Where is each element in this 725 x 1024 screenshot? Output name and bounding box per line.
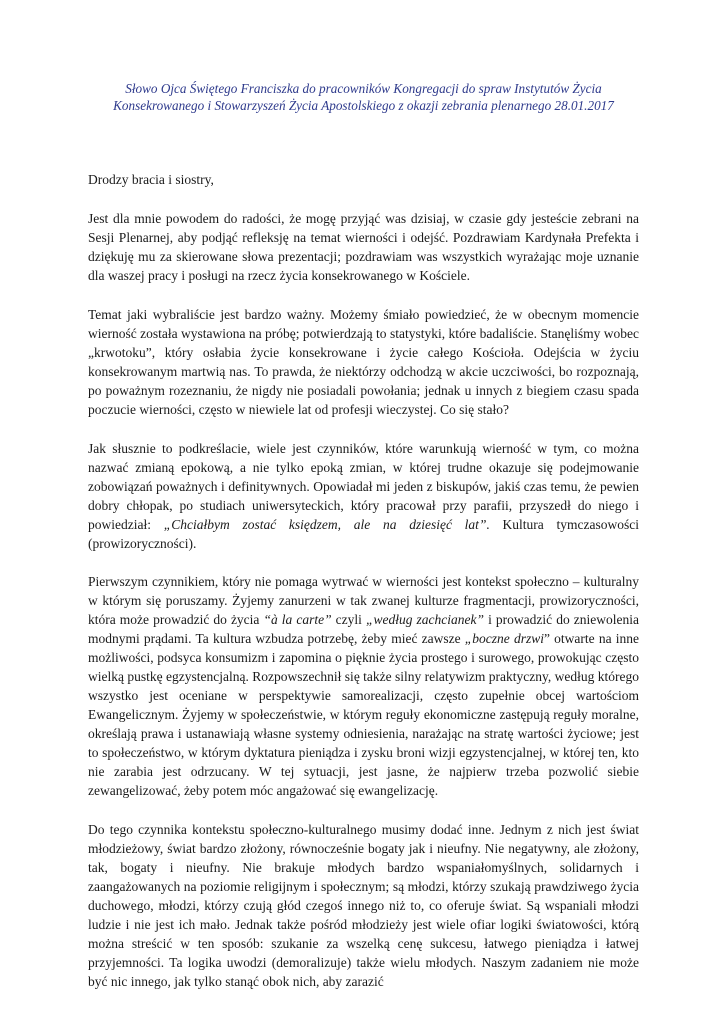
paragraph-4-text-c: i prowadzić do zniewolenia modnymi prądami. Ta kultura wzbudza potrzebę, żeby mieć zawsze	[88, 612, 639, 646]
paragraph-4-quote-wedlug-zachcianek: „według zachcianek”	[365, 612, 485, 627]
paragraph-4-quote-boczne-drzwi: „boczne drzwi	[464, 631, 544, 646]
paragraph-4-text-d: ” otwarte na inne możliwości, podsyca konsumizm i zapomina o pięknie życia prostego i surowego, prowokując często wielką pustkę egzystencjalną. Rozpowszechnił się także silny relatywizm praktyczny, według którego wszystko jest oceniane w perspektywie samorealizacji, często zupełnie obcej wartościom Ewangelicznym. Żyjemy w społeczeństwie, w którym reguły ekonomiczne zastępują reguły moralne, określają prawa i ustanawiają własne systemy odniesienia, narażając na stratę wartości życiowe; jest to społeczeństwo, w którym dyktatura pieniądza i zysku broni wizji egzystencjalnej, w której ten, kto nie zarabia jest odrzucany. W tej sytuacji, jest jasne, że najpierw trzeba pozwolić siebie zewangelizować, żeby potem móc angażować się ewangelizację.	[88, 631, 639, 798]
document-title: Słowo Ojca Świętego Franciszka do pracowników Kongregacji do spraw Instytutów Życia Konsekrowanego i Stowarzyszeń Życia Apostolskiego z okazji zebrania plenarnego 28.01.2017	[113, 81, 614, 113]
paragraph-5: Do tego czynnika kontekstu społeczno-kulturalnego musimy dodać inne. Jednym z nich jest świat młodzieżowy, świat bardzo złożony, równocześnie bogaty jak i nieufny. Nie negatywny, ale złożony, tak, bogaty i nieufny. Nie brakuje młodych bardzo wspaniałomyślnych, solidarnych i zaangażowanych na poziomie religijnym i społecznym; są młodzi, którzy szukają prawdziwego życia duchowego, młodzi, którzy czują głód czegoś innego niż to, co oferuje świat. Są wspaniali młodzi ludzie i nie jest ich mało. Jednak także pośród młodzieży jest wiele ofiar logiki światowości, którą można streścić w ten sposób: szukanie za wszelką cenę sukcesu, łatwego pieniądza i łatwej przyjemności. Ta logika uwodzi (demoralizuje) także wielu młodych. Naszym zadaniem nie może być nic innego, jak tylko stanąć obok nich, aby zarazić	[88, 822, 639, 989]
paragraph-2: Temat jaki wybraliście jest bardzo ważny. Możemy śmiało powiedzieć, że w obecnym momencie wierność została wystawiona na próbę; potwierdzają to statystyki, które badaliście. Stanęliśmy wobec „krwotoku”, który osłabia życie konsekrowane i życie całego Kościoła. Odejścia w życiu konsekrowanym martwią nas. To prawda, że niektórzy odchodzą w akcie uczciwości, bo rozpoznają, po poważnym rozeznaniu, że nigdy nie posiadali powołania; jednak u innych z biegiem czasu spada poczucie wierności, często w niewiele lat od profesji wieczystej. Co się stało?	[88, 307, 639, 417]
paragraph-4-quote-a-la-carte: “à la carte”	[263, 612, 332, 627]
paragraph-4-text-b: czyli	[331, 612, 366, 627]
paragraph-4	[88, 572, 639, 800]
paragraph-1: Jest dla mnie powodem do radości, że mogę przyjąć was dzisiaj, w czasie gdy jesteście zebrani na Sesji Plenarnej, aby podjąć refleksję na temat wierności i odejść. Pozdrawiam Kardynała Prefekta i dziękuję mu za skierowane słowa prezentacji; pozdrawiam was wszystkich wyrażając moje uznanie dla waszej pracy i posługi na rzecz życia konsekrowanego w Kościele.	[88, 211, 639, 283]
paragraph-3-text-a: Jak słusznie to podkreślacie, wiele jest czynników, które warunkują wierność w tym, co można nazwać zmianą epokową, a nie tylko epoką zmian, w której trudne okazuje się podejmowanie zobowiązań poważnych i definitywnych. Opowiadał mi jeden z biskupów, jakiś czas temu, że pewien dobry chłopak, po studiach uniwersyteckich, który pracował przy parafii, przyszedł do niego i powiedział:	[88, 441, 639, 532]
paragraph-4-text-a: Pierwszym czynnikiem, który nie pomaga wytrwać w wierności jest kontekst społeczno – kulturalny w którym się poruszamy. Żyjemy zanurzeni w tak zwanej kulturze fragmentacji, prowizoryczności, która może prowadzić do życia	[88, 574, 639, 627]
paragraph-3	[88, 439, 639, 553]
greeting: Drodzy bracia i siostry,	[88, 172, 214, 187]
paragraph-3-text-b: Kultura tymczasowości (prowizoryczności).	[88, 517, 640, 551]
paragraph-3-quote: „Chciałbym zostać księdzem, ale na dziesięć lat”.	[163, 517, 490, 532]
